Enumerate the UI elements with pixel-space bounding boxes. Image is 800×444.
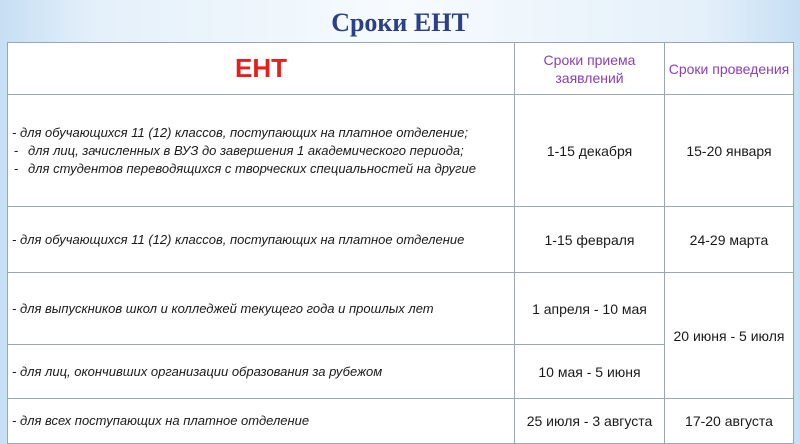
- row-description: - для выпускников школ и колледжей текущего года и прошлых лет: [8, 273, 515, 345]
- row-dates: 17-20 августа: [665, 399, 794, 444]
- header-row: [8, 43, 794, 95]
- page-title: Сроки ЕНТ: [331, 8, 469, 37]
- row-applications: 1-15 февраля: [515, 207, 665, 273]
- row-description-list: [12, 142, 508, 178]
- row-applications: 1-15 декабря: [515, 95, 665, 207]
- row-applications: 25 июля - 3 августа: [515, 399, 665, 444]
- table-row: [8, 399, 794, 444]
- row-description: - для лиц, окончивших организации образования за рубежом: [8, 345, 515, 399]
- row-applications: 10 мая - 5 июня: [515, 345, 665, 399]
- row-dates: 24-29 марта: [665, 207, 794, 273]
- table-row: [8, 207, 794, 273]
- table-row: [8, 95, 794, 207]
- row-description: - для всех поступающих на платное отделение: [8, 399, 515, 444]
- ent-schedule-table: [7, 42, 794, 444]
- row-description: [8, 95, 515, 207]
- header-ent: ЕНТ: [8, 43, 515, 95]
- table-row: [8, 273, 794, 345]
- row-applications: 1 апреля - 10 мая: [515, 273, 665, 345]
- list-item: - для студентов переводящихся с творческих специальностей на другие: [12, 160, 508, 178]
- header-dates: Сроки проведения: [665, 43, 794, 95]
- row-description-intro: - для обучающихся 11 (12) классов, поступающих на платное отделение;: [12, 124, 468, 140]
- list-item: - для лиц, зачисленных в ВУЗ до завершения 1 академического периода;: [12, 142, 508, 160]
- header-applications: Сроки приема заявлений: [515, 43, 665, 95]
- row-dates-merged: 20 июня - 5 июля: [665, 273, 794, 399]
- row-description: - для обучающихся 11 (12) классов, поступающих на платное отделение: [8, 207, 515, 273]
- row-dates: 15-20 января: [665, 95, 794, 207]
